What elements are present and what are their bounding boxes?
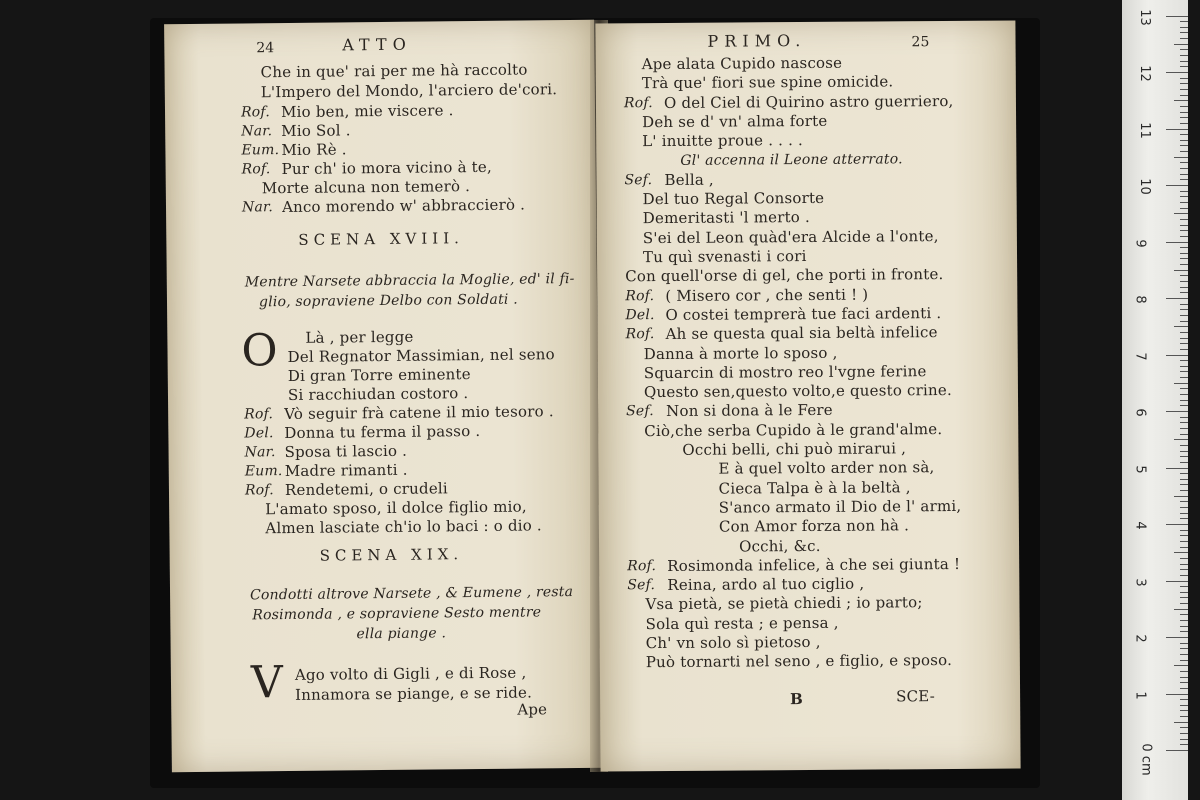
left-page [164,20,602,772]
verse-line: Là , per legge [305,327,414,347]
ruler-tick [1180,592,1188,593]
verse-line: Non si dona à le Fere [666,400,833,420]
ruler-tick [1174,270,1188,271]
verse-line: L'Impero del Mondo, l'arciero de'cori. [260,80,558,102]
ruler-tick [1180,66,1188,67]
ruler-tick [1180,275,1188,276]
ruler-tick [1180,32,1188,33]
ruler-tick [1166,298,1188,299]
verse-line: Può tornarti nel seno , e figlio, e sposo. [645,651,953,672]
ruler-tick [1180,614,1188,615]
ruler-tick [1180,315,1188,316]
ruler-tick [1180,49,1188,50]
ruler-tick [1180,603,1188,604]
ruler-tick [1180,253,1188,254]
verse-line: Ciò,che serba Cupido à le grand'alme. [644,420,943,441]
ruler-number: 10 [1136,178,1152,195]
ruler-tick [1180,473,1188,474]
ruler-tick [1180,428,1188,429]
speaker-label: Del. [244,425,274,442]
ruler-tick [1180,38,1188,39]
ruler-tick [1180,705,1188,706]
ruler-tick [1180,405,1188,406]
speaker-label: Eum. [244,463,283,480]
ruler-tick [1166,750,1188,751]
ruler-tick [1180,287,1188,288]
ruler-tick [1180,230,1188,231]
ruler-tick [1174,496,1188,497]
ruler-tick [1180,292,1188,293]
ruler-tick [1180,332,1188,333]
ruler-number: 7 [1132,351,1148,361]
drop-cap-o: O [241,325,278,377]
ruler-tick [1180,400,1188,401]
stage-direction-line: Mentre Narsete abbraccia la Moglie, ed' il fi- [244,270,575,291]
ruler-tick [1180,660,1188,661]
verse-line: Mio ben, mie viscere . [280,101,454,122]
ruler-tick [1180,727,1188,728]
stage-direction-line: glio, sopraviene Delbo con Soldati . [258,291,518,311]
ruler-tick [1180,377,1188,378]
verse-line: Morte alcuna non temerò . [261,177,471,198]
ruler-tick [1180,744,1188,745]
ruler-tick [1166,129,1188,130]
verse-line: Innamora se piange, e se ride. [295,683,533,704]
ruler-number: 13 [1136,8,1152,26]
ruler-number: 2 [1132,634,1148,643]
ruler-tick [1180,547,1188,548]
ruler-tick [1180,388,1188,389]
verse-line: L' inuitte proue . . . . [642,131,804,151]
speaker-label: Rof. [240,104,271,121]
page-number-left: 24 [256,40,275,57]
ruler-tick [1180,682,1188,683]
ruler-tick [1174,439,1188,440]
ruler-tick [1180,281,1188,282]
ruler-tick [1174,44,1188,45]
verse-line: Occhi, &c. [738,536,821,556]
ruler-tick [1180,654,1188,655]
ruler-tick [1180,558,1188,559]
ruler-tick [1180,422,1188,423]
ruler-tick [1166,694,1188,695]
speaker-label: Nar. [241,199,274,216]
page-number-right: 25 [911,34,930,51]
speaker-label: Nar. [244,444,276,461]
verse-line: Vsa pietà, se pietà chiedi ; io parto; [645,593,923,614]
ruler-tick [1180,479,1188,480]
ruler-tick [1180,564,1188,565]
verse-line: Cieca Talpa è à la beltà , [718,478,911,498]
speaker-label: Sef. [626,403,654,420]
ruler-tick [1180,21,1188,22]
ruler-tick [1180,236,1188,237]
ruler-tick [1180,219,1188,220]
ruler-tick [1166,581,1188,582]
ruler-tick [1174,722,1188,723]
ruler-unit-label: 0 cm [1138,743,1154,776]
ruler-tick [1180,371,1188,372]
verse-line: Bella , [664,170,714,189]
ruler-tick [1174,609,1188,610]
ruler-tick [1174,383,1188,384]
speaker-label: Del. [625,307,655,324]
running-head-right: PRIMO. [707,31,807,51]
ruler-tick [1180,117,1188,118]
ruler-tick [1180,394,1188,395]
ruler-tick [1166,524,1188,525]
speaker-label: Sef. [627,577,656,594]
speaker-label: Rof. [244,406,274,423]
verse-line: ( Misero cor , che senti ! ) [665,285,869,305]
speaker-label: Rof. [244,482,274,499]
verse-line: Almen lasciate ch'io lo baci : o dio . [265,516,542,538]
ruler-tick [1166,637,1188,638]
ruler-tick [1180,151,1188,152]
ruler-tick [1180,733,1188,734]
ruler-tick [1180,518,1188,519]
ruler-tick [1180,620,1188,621]
ruler-tick [1174,665,1188,666]
ruler-tick [1180,575,1188,576]
verse-line: Ape alata Cupido nascose [641,53,843,74]
verse-line: Sola quì resta ; e pensa , [645,613,839,634]
verse-line: Squarcin di mostro reo l'vgne ferine [643,362,927,383]
ruler-tick [1180,140,1188,141]
verse-line: Mio Sol . [281,121,351,141]
ruler-tick [1180,490,1188,491]
ruler-tick [1180,145,1188,146]
ruler-number: 4 [1132,521,1148,530]
verse-line: Gl' accenna il Leone atterrato. [680,151,903,169]
ruler-tick [1180,360,1188,361]
ruler-number: 12 [1136,65,1152,82]
verse-line: Del Regnator Massimian, nel seno [287,345,555,366]
verse-line: Deh se d' vn' alma forte [642,111,828,132]
verse-line: Sposa ti lascio . [284,441,408,462]
ruler-tick [1180,710,1188,711]
ruler-tick [1180,597,1188,598]
ruler-tick [1180,484,1188,485]
drop-cap-v: V [250,657,284,709]
ruler-tick [1180,55,1188,56]
ruler-tick [1180,89,1188,90]
ruler-tick [1180,445,1188,446]
ruler-tick [1180,513,1188,514]
ruler-tick [1174,100,1188,101]
ruler-tick [1180,417,1188,418]
verse-line: Questo sen,questo volto,e questo crine. [643,380,952,402]
speaker-label: Rof. [625,288,655,305]
running-head-left: ATTO [342,34,412,55]
ruler-tick [1166,355,1188,356]
verse-line: Ch' vn solo sì pietoso , [645,632,821,653]
ruler-tick [1180,304,1188,305]
ruler-tick [1180,95,1188,96]
verse-line: Che in que' rai per me hà raccolto [260,60,528,82]
verse-line: S'ei del Leon quàd'era Alcide a l'onte, [642,227,939,248]
ruler-tick [1180,106,1188,107]
verse-line: Occhi belli, chi può mirarui , [682,439,907,459]
verse-line: Madre rimanti . [284,460,408,481]
ruler-tick [1180,134,1188,135]
ruler-tick [1180,586,1188,587]
ruler-tick [1180,501,1188,502]
ruler-tick [1180,648,1188,649]
verse-line: Vò seguir frà catene il mio tesoro . [284,402,554,424]
ruler-tick [1180,179,1188,180]
verse-line: Rendetemi, o crudeli [284,479,448,500]
ruler-tick [1180,123,1188,124]
ruler-tick [1180,462,1188,463]
ruler-tick [1174,552,1188,553]
ruler-tick [1180,196,1188,197]
verse-line: Ago volto di Gigli , e di Rose , [294,663,527,684]
ruler-tick [1180,258,1188,259]
verse-line: Di gran Torre eminente [287,365,471,385]
ruler-tick [1180,78,1188,79]
ruler-tick [1180,349,1188,350]
verse-line: Rosimonda infelice, à che sei giunta ! [667,554,961,575]
speaker-label: Rof. [623,95,653,112]
ruler-number: 3 [1132,577,1148,587]
stage-direction-line: Rosimonda , e sopraviene Sesto mentre [252,604,542,624]
ruler-tick [1166,72,1188,73]
ruler-tick [1180,321,1188,322]
ruler-tick [1180,112,1188,113]
scene-xix-title: SCENA XIX. [319,545,464,565]
catchword-right: SCE- [896,687,936,706]
verse-line: Trà que' fiori sue spine omicide. [641,72,894,93]
ruler-number: 8 [1132,295,1148,304]
ruler-number: 1 [1132,690,1148,700]
ruler-tick [1180,338,1188,339]
ruler-tick [1174,157,1188,158]
ruler-tick [1180,168,1188,169]
verse-line: Demeritasti 'l merto . [642,207,811,228]
verse-line: Ah se questa qual sia beltà infelice [665,323,938,343]
speaker-label: Eum. [241,142,280,159]
ruler-number: 5 [1132,464,1148,474]
ruler-tick [1180,208,1188,209]
verse-line: Pur ch' io mora vicino à te, [281,157,492,179]
verse-line: O costei temprerà tue faci ardenti . [665,304,942,324]
verse-line: S'anco armato il Dio de l' armi, [718,496,962,517]
ruler-tick [1180,699,1188,700]
ruler-tick [1180,688,1188,689]
verse-line: Donna tu ferma il passo . [284,421,481,443]
verse-line: Con Amor forza non hà . [718,516,910,536]
verse-line: Tu quì svenasti i cori [642,247,807,267]
ruler-tick [1180,247,1188,248]
ruler-tick [1180,626,1188,627]
ruler-tick [1180,535,1188,536]
verse-line: Mio Rè . [281,140,347,160]
ruler-tick [1180,27,1188,28]
ruler-tick [1180,569,1188,570]
speaker-label: Sef. [624,172,653,189]
right-page [595,21,1020,772]
ruler-tick [1180,739,1188,740]
ruler-tick [1180,202,1188,203]
verse-line: Anco morendo w' abbraccierò . [281,195,526,217]
verse-line: Si racchiudan costoro . [287,384,469,404]
ruler-tick [1180,191,1188,192]
scene-xviii-title: SCENA XVIII. [298,229,464,249]
verse-line: Del tuo Regal Consorte [642,188,825,209]
ruler-tick [1180,530,1188,531]
ruler-tick [1180,507,1188,508]
ruler-tick [1180,162,1188,163]
speaker-label: Rof. [627,558,657,575]
ruler-number: 11 [1136,121,1152,139]
speaker-label: Rof. [625,326,655,343]
ruler-tick [1180,225,1188,226]
ruler-number: 9 [1132,238,1148,248]
ruler-tick [1180,677,1188,678]
ruler-tick [1180,451,1188,452]
ruler-tick [1166,411,1188,412]
speaker-label: Rof. [241,161,271,178]
ruler-tick [1180,456,1188,457]
ruler-tick [1166,185,1188,186]
ruler-tick [1166,16,1188,17]
ruler-tick [1180,343,1188,344]
ruler-tick [1180,541,1188,542]
ruler-tick [1180,631,1188,632]
ruler-tick [1180,671,1188,672]
verse-line: Con quell'orse di gel, che porti in fronte. [625,265,944,286]
speaker-label: Nar. [241,123,273,140]
ruler-tick [1180,434,1188,435]
ruler-tick [1166,468,1188,469]
verse-line: Danna à morte lo sposo , [643,343,838,364]
ruler-tick [1180,61,1188,62]
ruler-tick [1174,213,1188,214]
ruler-number: 6 [1132,408,1148,417]
stage-direction-line: Condotti altrove Narsete , & Eumene , resta [249,584,574,604]
ruler-tick [1166,242,1188,243]
verse-line: O del Ciel di Quirino astro guerriero, [663,91,954,112]
ruler-tick [1180,83,1188,84]
ruler-tick [1180,643,1188,644]
ruler-tick [1180,174,1188,175]
verse-line: L'amato sposo, il dolce figlio mio, [265,497,527,519]
stage-direction-line: ella piange . [356,625,447,643]
ruler-tick [1180,264,1188,265]
ruler-tick [1180,309,1188,310]
verse-line: Reina, ardo al tuo ciglio , [667,574,865,594]
catchword-left: Ape [517,700,548,719]
ruler-tick [1180,716,1188,717]
signature-mark: B [790,690,804,709]
ruler-tick [1180,366,1188,367]
ruler-tick [1174,326,1188,327]
measurement-ruler [1122,0,1188,800]
verse-line: E à quel volto arder non sà, [718,458,935,478]
